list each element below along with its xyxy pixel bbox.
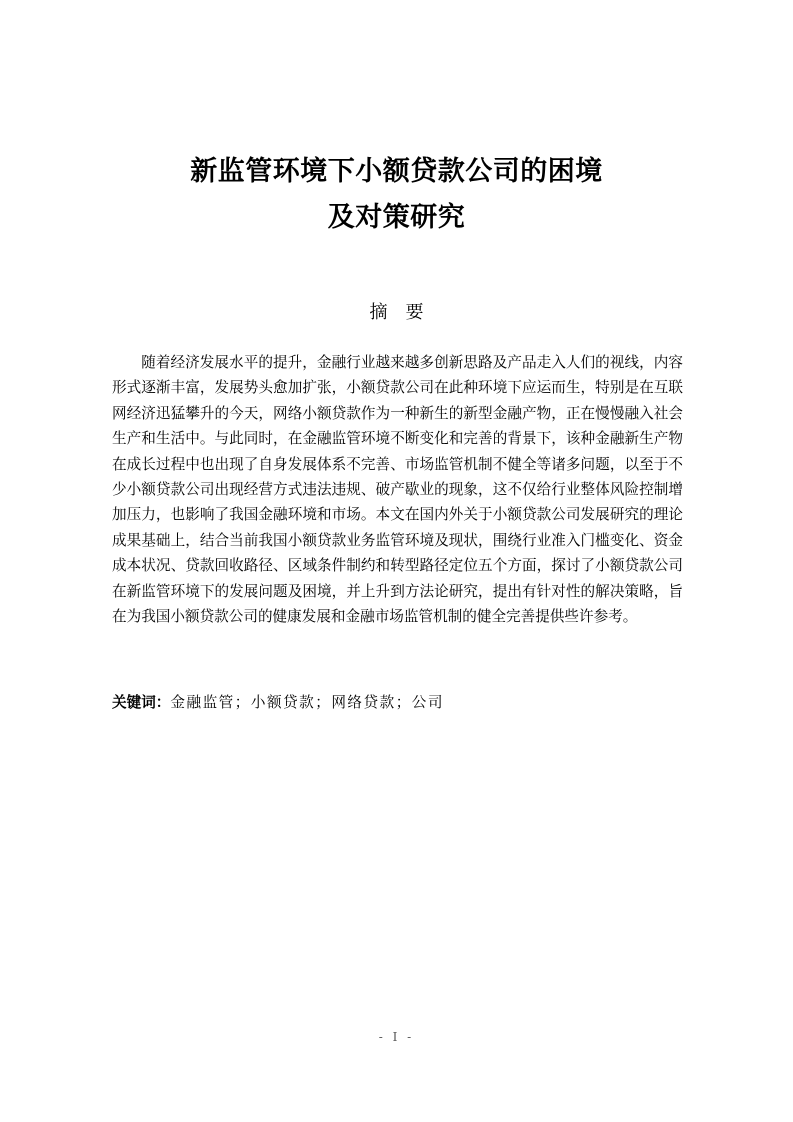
keywords-line bbox=[112, 693, 683, 713]
abstract-heading: 摘要 bbox=[369, 302, 442, 323]
keywords-label: 关键词： bbox=[112, 694, 171, 711]
keywords-list: 金融监管；小额贷款；网络贷款；公司 bbox=[170, 694, 444, 711]
document-title-line-1: 新监管环境下小额贷款公司的困境 bbox=[190, 156, 603, 187]
page-number: - I - bbox=[378, 1030, 415, 1044]
abstract-paragraph: 随着经济发展水平的提升，金融行业越来越多创新思路及产品走入人们的视线，内容形式逐渐丰富，发展势头愈加扩张，小额贷款公司在此种环境下应运而生，特别是在互联网经济迅猛攀升的今天，网络小额贷款作为一种新生的新型金融产物，正在慢慢融入社会生产和生活中。与此同时，在金融监管环境不断变化和完善的背景下，该种金融新生产物在成长过程中也出现了自身发展体系不完善、市场监管机制不健全等诸多问题，以至于不少小额贷款公司出现经营方式违法违规、破产歇业的现象，这不仅给行业整体风险控制增加压力，也影响了我国金融环境和市场。本文在国内外关于小额贷款公司发展研究的理论成果基础上，结合当前我国小额贷款业务监管环境及现状，围绕行业准入门槛变化、资金成本状况、贷款回收路径、区域条件制约和转型路径定位五个方面，探讨了小额贷款公司在新监管环境下的发展问题及困境，并上升到方法论研究，提出有针对性的解决策略，旨在为我国小额贷款公司的健康发展和金融市场监管机制的健全完善提供些许参考。 bbox=[112, 354, 683, 626]
document-title-line-2: 及对策研究 bbox=[327, 202, 466, 233]
